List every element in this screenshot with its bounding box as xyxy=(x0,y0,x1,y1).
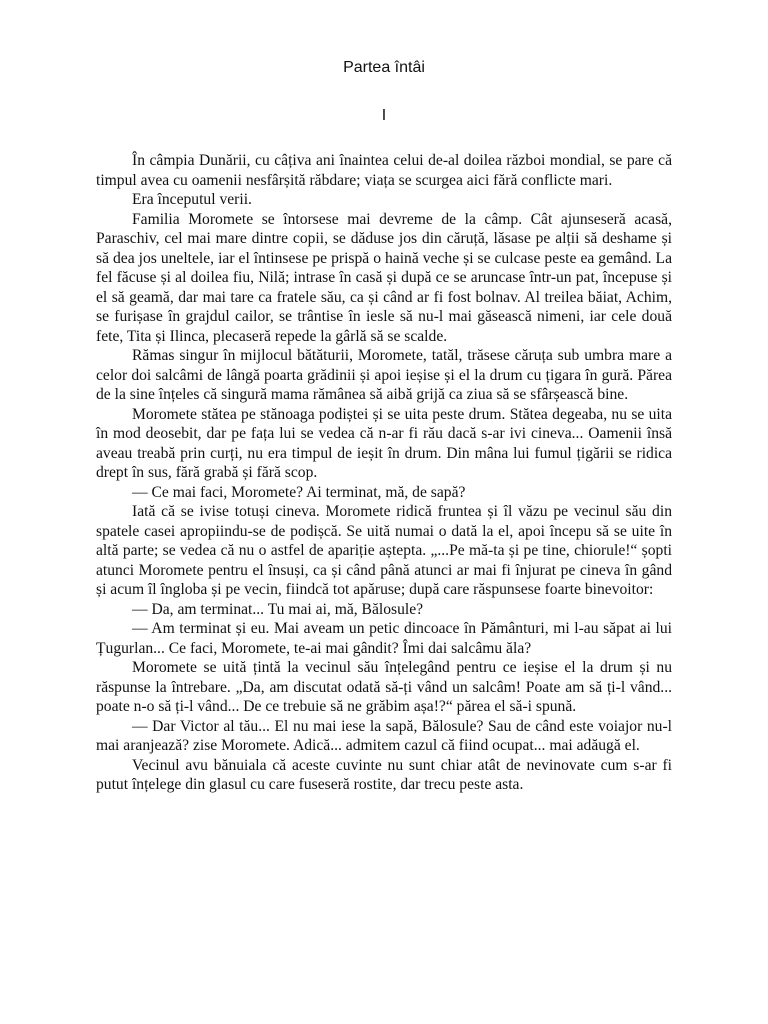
paragraph: Rămas singur în mijlocul bătăturii, Moromete, tatăl, trăsese căruța sub umbra mare a celor doi salcâmi de lângă poarta grădinii și apoi ieșise și el la drum cu țigara în gură. Părea de la sine înțeles că singură mama rămânea să aibă grijă ca ziua să se sfârșească bine. xyxy=(96,347,672,403)
part-title: Partea întâi xyxy=(343,59,425,76)
body-text xyxy=(96,151,672,795)
paragraph: — Ce mai faci, Moromete? Ai terminat, mă, de sapă? xyxy=(132,483,466,501)
paragraph: Moromete se uită țintă la vecinul său înțelegând pentru ce ieșise el la drum și nu răspunse la întrebare. „Da, am discutat odată să-ți vând un salcâm! Poate am să ți-l vând... poate n-o să ți-l vând... De ce trebuie să ne grăbim așa!?“ părea el să-i spună. xyxy=(96,659,672,715)
paragraph: — Dar Victor al tău... El nu mai iese la sapă, Bălosule? Sau de când este voiajor nu-l mai aranjează? zise Moromete. Adică... admitem cazul că fiind ocupat... mai adăugă el. xyxy=(96,717,672,754)
paragraph: În câmpia Dunării, cu câțiva ani înaintea celui de-al doilea război mondial, se pare că timpul avea cu oamenii nesfârșită răbdare; viața se scurgea aici fără conflicte mari. xyxy=(96,152,672,189)
paragraph: Iată că se ivise totuși cineva. Moromete ridică fruntea și îl văzu pe vecinul său din spatele casei apropiindu-se de podișcă. Se uită numai o dată la el, apoi începu să se uite în altă parte; se vedea că nu o astfel de apariție aștepta. „...Pe mă-ta și pe tine, chiorule!“ șopti atunci Moromete pentru el însuși, ca și când până atunci ar mai fi înjurat pe cineva în gând și acum îl îngloba și pe vecin, fiindcă tot apăruse; după care răspunsese foarte binevoitor: xyxy=(96,503,672,598)
paragraph: — Am terminat și eu. Mai aveam un petic dincoace în Pământuri, mi l-au săpat ai lui Țugurlan... Ce faci, Moromete, te-ai mai gândit? Îmi dai salcâmu ăla? xyxy=(96,620,672,657)
paragraph: Moromete stătea pe stănoaga podiștei și se uita peste drum. Stătea degeaba, nu se uita în mod deosebit, dar pe fața lui se vedea că n-ar fi rău dacă s-ar ivi cineva... Oamenii însă aveau treabă prin curți, nu era timpul de ieșit în drum. Din mâna lui fumul țigării se ridica drept în sus, fără grabă și fără scop. xyxy=(96,405,672,481)
paragraph: Familia Moromete se întorsese mai devreme de la câmp. Cât ajunseseră acasă, Paraschiv, cel mai mare dintre copii, se dăduse jos din căruță, lăsase pe alții să deshame și să dea jos uneltele, iar el întinsese pe prispă o haină veche și se culcase peste ea gemând. La fel făcuse și al doilea fiu, Nilă; intrase în casă și după ce se aruncase într-un pat, începuse și el să geamă, dar mai tare ca fratele său, ca și când ar fi fost bolnav. Al treilea băiat, Achim, se furișase în grajdul cailor, se trântise în iesle să nu-l mai găsească nimeni, iar cele două fete, Tita și Ilinca, plecaseră repede la gârlă să se scalde. xyxy=(96,210,672,345)
paragraph: Vecinul avu bănuiala că aceste cuvinte nu sunt chiar atât de nevinovate cum s-ar fi putut înțelege din glasul cu care fuseseră rostite, dar trecu peste asta. xyxy=(96,756,672,793)
document-page xyxy=(96,0,672,1024)
paragraph: Era începutul verii. xyxy=(132,191,252,208)
chapter-number: I xyxy=(381,107,387,124)
paragraph: — Da, am terminat... Tu mai ai, mă, Bălosule? xyxy=(132,600,424,618)
